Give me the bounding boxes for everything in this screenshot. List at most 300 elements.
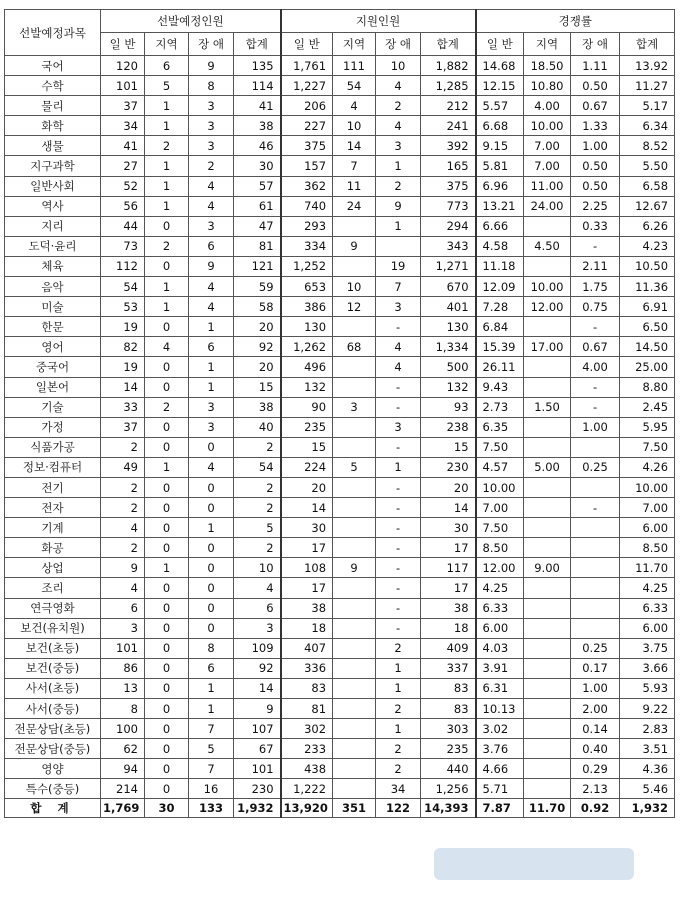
planned-general: 54 — [101, 277, 145, 297]
subject-cell: 보건(중등) — [5, 658, 101, 678]
applicants-general: 235 — [281, 417, 333, 437]
planned-total: 5 — [234, 518, 281, 538]
ratio-general: 7.50 — [476, 437, 524, 457]
applicants-general: 132 — [281, 377, 333, 397]
table-row — [5, 156, 675, 176]
header-general: 일 반 — [101, 33, 145, 56]
header-applicants: 지원인원 — [281, 10, 476, 33]
ratio-region: 1.50 — [524, 397, 571, 417]
ratio-general: 9.43 — [476, 377, 524, 397]
planned-total: 38 — [234, 116, 281, 136]
total-applicants-general: 13,920 — [281, 799, 333, 818]
header-ratio: 경쟁률 — [476, 10, 675, 33]
planned-disabled: 3 — [189, 216, 234, 236]
ratio-disabled: 1.33 — [571, 116, 620, 136]
ratio-region: 4.50 — [524, 236, 571, 256]
header-sum: 합계 — [234, 33, 281, 56]
applicants-total: 235 — [421, 739, 476, 759]
applicants-general: 1,761 — [281, 56, 333, 76]
ratio-total: 25.00 — [620, 357, 675, 377]
total-planned-total: 1,932 — [234, 799, 281, 818]
ratio-total: 5.17 — [620, 96, 675, 116]
ratio-region — [524, 216, 571, 236]
ratio-region — [524, 739, 571, 759]
table-row — [5, 437, 675, 457]
ratio-total: 5.95 — [620, 417, 675, 437]
applicants-general: 407 — [281, 638, 333, 658]
header-row-sub — [5, 33, 675, 56]
table-row — [5, 699, 675, 719]
applicants-region — [333, 759, 376, 779]
table-row — [5, 598, 675, 618]
table-row — [5, 518, 675, 538]
header-sum: 합계 — [620, 33, 675, 56]
applicants-disabled: 4 — [376, 357, 421, 377]
subject-cell: 화학 — [5, 116, 101, 136]
applicants-disabled: - — [376, 618, 421, 638]
subject-cell: 한문 — [5, 317, 101, 337]
planned-general: 4 — [101, 578, 145, 598]
planned-total: 57 — [234, 176, 281, 196]
applicants-disabled: 34 — [376, 779, 421, 799]
applicants-region — [333, 578, 376, 598]
applicants-region — [333, 638, 376, 658]
ratio-region — [524, 638, 571, 658]
ratio-disabled: 2.00 — [571, 699, 620, 719]
applicants-region: 68 — [333, 337, 376, 357]
applicants-disabled: 1 — [376, 719, 421, 739]
planned-disabled: 0 — [189, 538, 234, 558]
applicants-disabled: - — [376, 498, 421, 518]
applicants-disabled: 2 — [376, 96, 421, 116]
subject-cell: 특수(중등) — [5, 779, 101, 799]
planned-region: 0 — [145, 658, 189, 678]
applicants-general: 17 — [281, 538, 333, 558]
ratio-disabled: 0.67 — [571, 337, 620, 357]
planned-general: 52 — [101, 176, 145, 196]
subject-cell: 일반사회 — [5, 176, 101, 196]
applicants-region — [333, 317, 376, 337]
ratio-total: 11.70 — [620, 558, 675, 578]
ratio-total: 4.25 — [620, 578, 675, 598]
planned-total: 135 — [234, 56, 281, 76]
subject-cell: 정보·컴퓨터 — [5, 457, 101, 477]
ratio-general: 5.71 — [476, 779, 524, 799]
planned-total: 92 — [234, 658, 281, 678]
planned-region: 0 — [145, 437, 189, 457]
ratio-disabled: 1.00 — [571, 678, 620, 698]
applicants-general: 496 — [281, 357, 333, 377]
applicants-region: 9 — [333, 236, 376, 256]
subject-cell: 지리 — [5, 216, 101, 236]
applicants-region: 111 — [333, 56, 376, 76]
planned-region: 0 — [145, 759, 189, 779]
applicants-total: 212 — [421, 96, 476, 116]
applicants-total: 20 — [421, 477, 476, 497]
ratio-region: 11.00 — [524, 176, 571, 196]
ratio-disabled — [571, 558, 620, 578]
planned-total: 92 — [234, 337, 281, 357]
ratio-region: 5.00 — [524, 457, 571, 477]
subject-cell: 가정 — [5, 417, 101, 437]
table-row — [5, 719, 675, 739]
applicants-total: 130 — [421, 317, 476, 337]
planned-general: 101 — [101, 638, 145, 658]
ratio-total: 6.26 — [620, 216, 675, 236]
subject-cell: 사서(초등) — [5, 678, 101, 698]
ratio-total: 8.52 — [620, 136, 675, 156]
table-row — [5, 56, 675, 76]
applicants-total: 117 — [421, 558, 476, 578]
applicants-general: 653 — [281, 277, 333, 297]
applicants-disabled: 19 — [376, 256, 421, 276]
header-general: 일 반 — [476, 33, 524, 56]
header-disabled: 장 애 — [189, 33, 234, 56]
ratio-total: 5.50 — [620, 156, 675, 176]
planned-total: 10 — [234, 558, 281, 578]
planned-general: 4 — [101, 518, 145, 538]
planned-general: 120 — [101, 56, 145, 76]
ratio-disabled: 1.00 — [571, 417, 620, 437]
watermark-logo — [434, 844, 634, 884]
applicants-disabled: 2 — [376, 699, 421, 719]
ratio-region: 10.80 — [524, 76, 571, 96]
planned-region: 1 — [145, 116, 189, 136]
ratio-disabled: 2.25 — [571, 196, 620, 216]
ratio-total: 4.36 — [620, 759, 675, 779]
applicants-total: 1,882 — [421, 56, 476, 76]
planned-general: 27 — [101, 156, 145, 176]
applicants-general: 14 — [281, 498, 333, 518]
ratio-region: 9.00 — [524, 558, 571, 578]
ratio-total: 10.00 — [620, 477, 675, 497]
applicants-disabled: - — [376, 397, 421, 417]
applicants-region: 12 — [333, 297, 376, 317]
ratio-disabled: 0.25 — [571, 638, 620, 658]
planned-general: 86 — [101, 658, 145, 678]
planned-total: 20 — [234, 357, 281, 377]
ratio-general: 7.00 — [476, 498, 524, 518]
applicants-disabled: - — [376, 598, 421, 618]
ratio-total: 4.23 — [620, 236, 675, 256]
applicants-disabled: 2 — [376, 759, 421, 779]
applicants-disabled: 1 — [376, 156, 421, 176]
planned-disabled: 16 — [189, 779, 234, 799]
planned-disabled: 1 — [189, 357, 234, 377]
applicants-region: 24 — [333, 196, 376, 216]
planned-region: 1 — [145, 277, 189, 297]
ratio-region: 24.00 — [524, 196, 571, 216]
planned-general: 3 — [101, 618, 145, 638]
ratio-total: 6.00 — [620, 518, 675, 538]
applicants-total: 375 — [421, 176, 476, 196]
applicants-disabled: 10 — [376, 56, 421, 76]
ratio-total: 3.75 — [620, 638, 675, 658]
planned-general: 2 — [101, 498, 145, 518]
planned-region: 0 — [145, 498, 189, 518]
planned-disabled: 1 — [189, 518, 234, 538]
table-row — [5, 76, 675, 96]
ratio-disabled: 0.50 — [571, 156, 620, 176]
planned-total: 58 — [234, 297, 281, 317]
competition-table — [4, 9, 675, 818]
planned-total: 59 — [234, 277, 281, 297]
ratio-disabled — [571, 538, 620, 558]
applicants-total: 18 — [421, 618, 476, 638]
applicants-general: 224 — [281, 457, 333, 477]
applicants-region — [333, 216, 376, 236]
subject-cell: 조리 — [5, 578, 101, 598]
planned-total: 9 — [234, 699, 281, 719]
planned-general: 8 — [101, 699, 145, 719]
ratio-disabled: - — [571, 236, 620, 256]
planned-total: 4 — [234, 578, 281, 598]
applicants-total: 440 — [421, 759, 476, 779]
ratio-total: 11.27 — [620, 76, 675, 96]
ratio-region — [524, 538, 571, 558]
planned-region: 0 — [145, 719, 189, 739]
subject-cell: 일본어 — [5, 377, 101, 397]
applicants-region: 9 — [333, 558, 376, 578]
planned-region: 1 — [145, 96, 189, 116]
table-row — [5, 256, 675, 276]
applicants-general: 38 — [281, 598, 333, 618]
header-sum: 합계 — [421, 33, 476, 56]
planned-disabled: 3 — [189, 136, 234, 156]
ratio-general: 9.15 — [476, 136, 524, 156]
applicants-disabled: 1 — [376, 678, 421, 698]
applicants-general: 130 — [281, 317, 333, 337]
table-row — [5, 638, 675, 658]
table-row — [5, 498, 675, 518]
planned-total: 47 — [234, 216, 281, 236]
applicants-general: 293 — [281, 216, 333, 236]
ratio-total: 7.00 — [620, 498, 675, 518]
applicants-disabled: 3 — [376, 297, 421, 317]
table-row — [5, 317, 675, 337]
planned-total: 6 — [234, 598, 281, 618]
ratio-region — [524, 317, 571, 337]
applicants-general: 157 — [281, 156, 333, 176]
planned-general: 34 — [101, 116, 145, 136]
subject-cell: 생물 — [5, 136, 101, 156]
applicants-disabled: 4 — [376, 337, 421, 357]
applicants-region — [333, 498, 376, 518]
planned-region: 0 — [145, 578, 189, 598]
header-subject: 선발예정과목 — [5, 10, 101, 56]
applicants-general: 1,252 — [281, 256, 333, 276]
ratio-disabled: 0.75 — [571, 297, 620, 317]
applicants-general: 17 — [281, 578, 333, 598]
planned-total: 46 — [234, 136, 281, 156]
planned-general: 44 — [101, 216, 145, 236]
planned-disabled: 8 — [189, 76, 234, 96]
ratio-general: 5.57 — [476, 96, 524, 116]
planned-disabled: 3 — [189, 397, 234, 417]
applicants-region — [333, 699, 376, 719]
applicants-total: 132 — [421, 377, 476, 397]
ratio-general: 3.91 — [476, 658, 524, 678]
applicants-total: 14 — [421, 498, 476, 518]
ratio-total: 3.66 — [620, 658, 675, 678]
ratio-general: 4.57 — [476, 457, 524, 477]
ratio-region — [524, 779, 571, 799]
ratio-total: 5.93 — [620, 678, 675, 698]
applicants-total: 337 — [421, 658, 476, 678]
planned-region: 1 — [145, 297, 189, 317]
applicants-disabled: 3 — [376, 136, 421, 156]
ratio-total: 6.00 — [620, 618, 675, 638]
planned-total: 14 — [234, 678, 281, 698]
applicants-total: 1,285 — [421, 76, 476, 96]
planned-disabled: 1 — [189, 377, 234, 397]
subject-cell: 음악 — [5, 277, 101, 297]
ratio-total: 6.34 — [620, 116, 675, 136]
planned-disabled: 1 — [189, 317, 234, 337]
table-row — [5, 759, 675, 779]
planned-region: 4 — [145, 337, 189, 357]
total-applicants-region: 351 — [333, 799, 376, 818]
subject-cell: 사서(중등) — [5, 699, 101, 719]
applicants-total: 83 — [421, 678, 476, 698]
planned-disabled: 7 — [189, 759, 234, 779]
table-row — [5, 538, 675, 558]
ratio-total: 12.67 — [620, 196, 675, 216]
applicants-general: 375 — [281, 136, 333, 156]
ratio-disabled: 0.50 — [571, 76, 620, 96]
applicants-disabled: 1 — [376, 457, 421, 477]
ratio-region: 7.00 — [524, 136, 571, 156]
planned-general: 56 — [101, 196, 145, 216]
applicants-general: 227 — [281, 116, 333, 136]
applicants-total: 17 — [421, 578, 476, 598]
ratio-region — [524, 598, 571, 618]
ratio-disabled: 2.13 — [571, 779, 620, 799]
subject-cell: 상업 — [5, 558, 101, 578]
ratio-general: 12.00 — [476, 558, 524, 578]
planned-region: 0 — [145, 598, 189, 618]
subject-cell: 역사 — [5, 196, 101, 216]
planned-general: 100 — [101, 719, 145, 739]
applicants-general: 438 — [281, 759, 333, 779]
ratio-general: 6.66 — [476, 216, 524, 236]
ratio-region — [524, 256, 571, 276]
applicants-total: 343 — [421, 236, 476, 256]
table-row — [5, 236, 675, 256]
applicants-total: 38 — [421, 598, 476, 618]
ratio-region — [524, 578, 571, 598]
subject-cell: 미술 — [5, 297, 101, 317]
applicants-disabled: 1 — [376, 216, 421, 236]
planned-general: 6 — [101, 598, 145, 618]
applicants-total: 17 — [421, 538, 476, 558]
ratio-region: 10.00 — [524, 277, 571, 297]
subject-cell: 전문상담(중등) — [5, 739, 101, 759]
header-row-groups — [5, 10, 675, 33]
planned-total: 38 — [234, 397, 281, 417]
ratio-general: 2.73 — [476, 397, 524, 417]
ratio-disabled — [571, 437, 620, 457]
planned-region: 0 — [145, 317, 189, 337]
ratio-region — [524, 759, 571, 779]
subject-cell: 전기 — [5, 477, 101, 497]
ratio-disabled: 0.67 — [571, 96, 620, 116]
planned-general: 2 — [101, 437, 145, 457]
applicants-general: 108 — [281, 558, 333, 578]
applicants-general: 15 — [281, 437, 333, 457]
table-row — [5, 116, 675, 136]
applicants-total: 238 — [421, 417, 476, 437]
ratio-disabled — [571, 578, 620, 598]
table-row — [5, 678, 675, 698]
planned-total: 2 — [234, 538, 281, 558]
applicants-disabled: 2 — [376, 739, 421, 759]
header-disabled: 장 애 — [376, 33, 421, 56]
applicants-total: 1,334 — [421, 337, 476, 357]
ratio-general: 6.84 — [476, 317, 524, 337]
planned-total: 67 — [234, 739, 281, 759]
planned-disabled: 9 — [189, 56, 234, 76]
planned-total: 61 — [234, 196, 281, 216]
planned-total: 2 — [234, 498, 281, 518]
planned-disabled: 4 — [189, 457, 234, 477]
applicants-disabled: - — [376, 558, 421, 578]
ratio-general: 7.50 — [476, 518, 524, 538]
applicants-disabled: - — [376, 538, 421, 558]
total-planned-general: 1,769 — [101, 799, 145, 818]
planned-region: 0 — [145, 357, 189, 377]
planned-region: 0 — [145, 699, 189, 719]
ratio-region — [524, 518, 571, 538]
planned-general: 53 — [101, 297, 145, 317]
planned-total: 81 — [234, 236, 281, 256]
planned-region: 0 — [145, 417, 189, 437]
applicants-total: 670 — [421, 277, 476, 297]
applicants-region: 11 — [333, 176, 376, 196]
applicants-total: 294 — [421, 216, 476, 236]
planned-total: 107 — [234, 719, 281, 739]
planned-disabled: 5 — [189, 739, 234, 759]
applicants-general: 362 — [281, 176, 333, 196]
planned-disabled: 0 — [189, 437, 234, 457]
table-row — [5, 457, 675, 477]
planned-total: 3 — [234, 618, 281, 638]
ratio-total: 5.46 — [620, 779, 675, 799]
planned-region: 0 — [145, 518, 189, 538]
ratio-disabled: 4.00 — [571, 357, 620, 377]
applicants-disabled: 4 — [376, 76, 421, 96]
applicants-disabled: - — [376, 437, 421, 457]
subject-cell: 보건(초등) — [5, 638, 101, 658]
ratio-total: 14.50 — [620, 337, 675, 357]
ratio-disabled: 0.17 — [571, 658, 620, 678]
ratio-region: 18.50 — [524, 56, 571, 76]
planned-region: 0 — [145, 678, 189, 698]
planned-total: 15 — [234, 377, 281, 397]
planned-total: 30 — [234, 156, 281, 176]
header-planned: 선발예정인원 — [101, 10, 281, 33]
ratio-total: 3.51 — [620, 739, 675, 759]
applicants-general: 740 — [281, 196, 333, 216]
ratio-general: 12.09 — [476, 277, 524, 297]
applicants-general: 1,227 — [281, 76, 333, 96]
planned-general: 19 — [101, 317, 145, 337]
total-ratio-disabled: 0.92 — [571, 799, 620, 818]
table-row — [5, 739, 675, 759]
applicants-general: 206 — [281, 96, 333, 116]
table-row — [5, 417, 675, 437]
subject-cell: 도덕·윤리 — [5, 236, 101, 256]
